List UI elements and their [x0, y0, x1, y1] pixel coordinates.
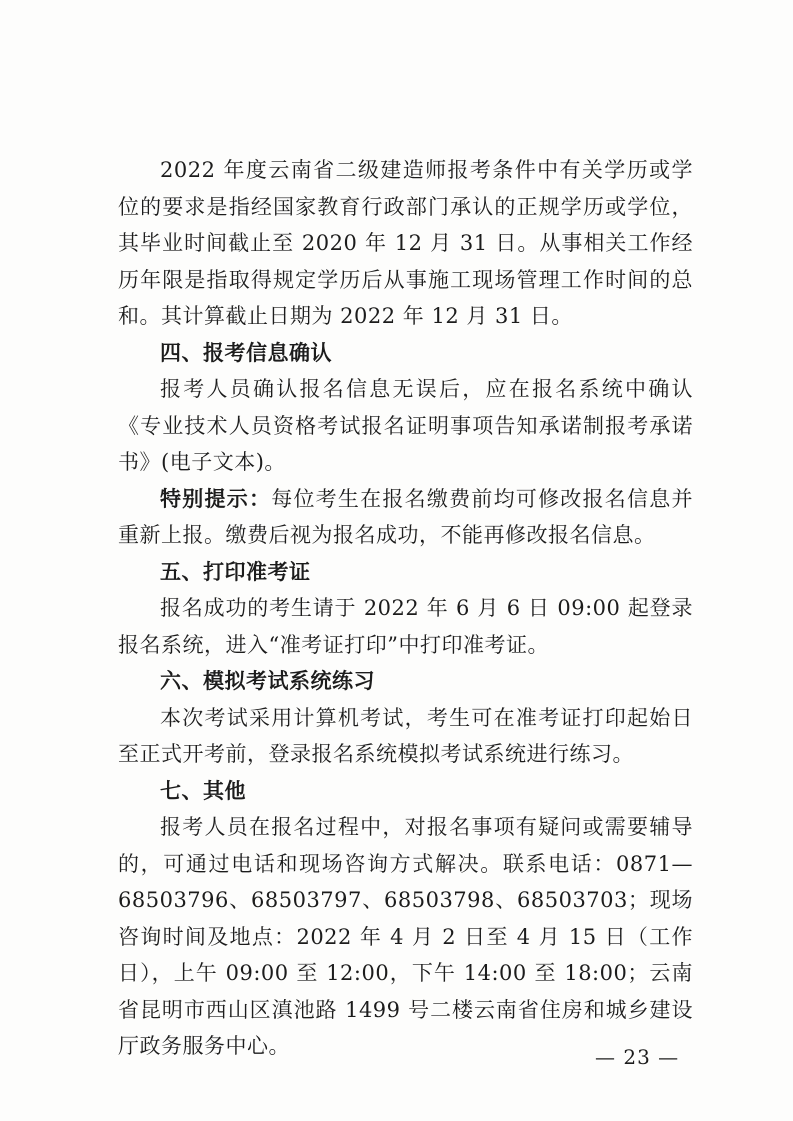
section-heading-mock-exam: 六、模拟考试系统练习 — [160, 669, 375, 693]
page-number: — 23 — — [595, 1045, 680, 1069]
paragraph-mock-exam: 本次考试采用计算机考试，考生可在准考证打印起始日至正式开考前，登录报名系统模拟考试系统进行练习。 — [118, 705, 693, 766]
special-note-text: 每位考生在报名缴费前均可修改报名信息并重新上报。缴费后视为报名成功，不能再修改报名信息。 — [118, 486, 694, 547]
section-heading-print-admission: 五、打印准考证 — [160, 559, 311, 584]
special-note-label: 特别提示： — [160, 486, 272, 511]
paragraph-print-admission: 报名成功的考生请于 2022 年 6 月 6 日 09:00 起登录报名系统，进入“准考证打印”中打印准考证。 — [118, 596, 693, 657]
paragraph-confirm-info: 报考人员确认报名信息无误后，应在报名系统中确认《专业技术人员资格考试报名证明事项告知承诺制报考承诺书》(电子文本)。 — [118, 377, 693, 474]
paragraph-special-note — [118, 481, 693, 554]
paragraph-education-requirements: 2022 年度云南省二级建造师报考条件中有关学历或学位的要求是指经国家教育行政部门承认的正规学历或学位，其毕业时间截止至 2020 年 12 月 31 日。从事相关工作经历年限是指取得规定学历后从事施工现场管理工作时间的总和。其计算截止日期为 2022 年 12 月 31 日。 — [118, 158, 693, 328]
section-heading-other: 七、其他 — [160, 778, 246, 803]
section-heading-confirm-info: 四、报考信息确认 — [160, 340, 332, 365]
document-body — [118, 152, 693, 1065]
paragraph-contact-info: 报考人员在报名过程中，对报名事项有疑问或需要辅导的，可通过电话和现场咨询方式解决。联系电话：0871—68503796、68503797、68503798、68503703；现场咨询时间及地点：2022 年 4 月 2 日至 4 月 15 日（工作日），上午 09:00 至 12:00，下午 14:00 至 18:00；云南省昆明市西山区滇池路 1499 号二楼云南省住房和城乡建设厅政务服务中心。 — [118, 815, 693, 1058]
